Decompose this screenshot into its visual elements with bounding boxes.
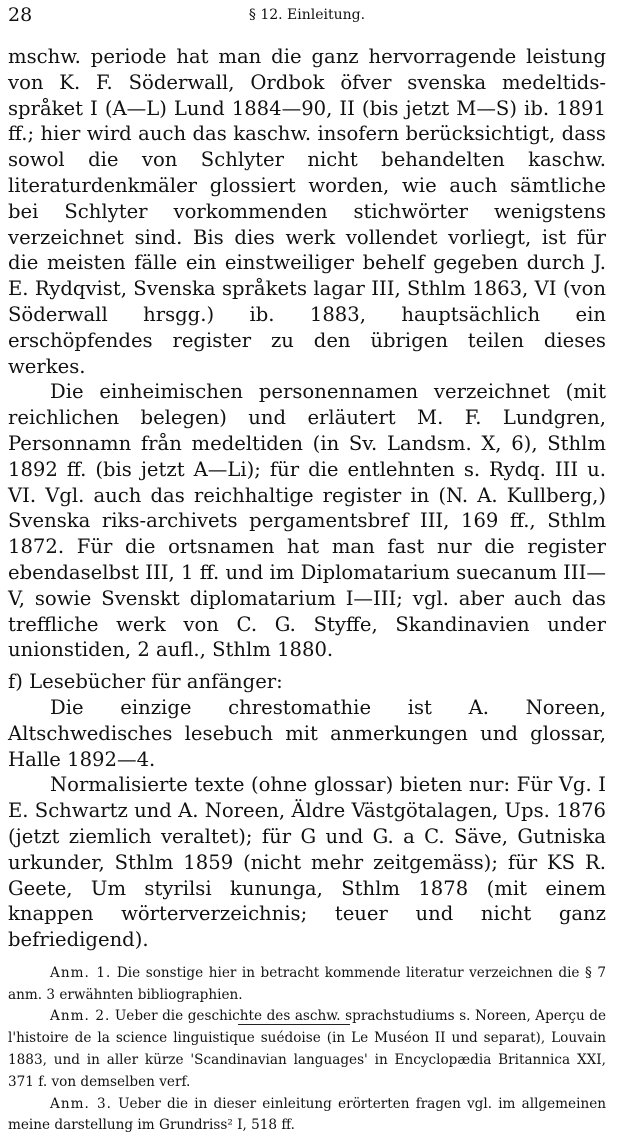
note-2 bbox=[8, 1006, 606, 1093]
footnotes bbox=[8, 963, 606, 1137]
page-header bbox=[8, 4, 606, 30]
main-text bbox=[8, 44, 606, 953]
paragraph-dictionaries: mschw. periode hat man die ganz hervorragende leistung von K. F. Söderwall, Ordbok öfver svenska medeltids-språket I (A—L) Lund 1884—90, II (bis jetzt M—S) ib. 1891 ff.; hier wird auch das kaschw. insofern berücksichtigt, dass sowol die von Schlyter nicht behandelten kaschw. literaturdenkmäler glossiert worden, wie auch sämtliche bei Schlyter vorkommenden stichwörter wenigstens verzeichnet sind. Bis dies werk vollendet vorliegt, ist für die meisten fälle ein einstweiliger behelf gegeben durch J. E. Rydqvist, Svenska språkets lagar III, Sthlm 1863, VI (von Söderwall hrsgg.) ib. 1883, hauptsächlich ein erschöpfendes register zu den übrigen teilen dieses werkes. bbox=[8, 45, 606, 378]
note-text: Ueber die geschichte des aschw. sprachstudiums s. Noreen, Aperçu de l'histoire de la science linguistique suédoise (in Le Muséon II und separat), Louvain 1883, und in aller kürze 'Scandinavian languages' in Encyclopædia Britannica XXI, 371 f. von demselben verf. bbox=[8, 1008, 606, 1090]
paragraph-names: Die einheimischen personennamen verzeichnet (mit reichlichen belegen) und erläutert M. F. Lundgren, Personnamn från medeltiden (in Sv. Landsm. X, 6), Sthlm 1892 ff. (bis jetzt A—Li); für die entlehnten s. Rydq. III u. VI. Vgl. auch das reichhaltige register in (N. A. Kullberg,) Svenska riks-archivets pergamentsbref III, 169 ff., Sthlm 1872. Für die ortsnamen hat man fast nur die register ebendaselbst III, 1 ff. und im Diplomatarium suecanum III—V, sowie Svenskt diplomatarium I—III; vgl. aber auch das treffliche werk von C. G. Styffe, Skandinavien under unionstiden, 2 aufl., Sthlm 1880. bbox=[8, 380, 606, 662]
note-3 bbox=[8, 1094, 606, 1137]
paragraph-normalized-texts: Normalisierte texte (ohne glossar) bieten nur: Für Vg. I E. Schwartz und A. Noreen, Äldre Västgötalagen, Ups. 1876 (jetzt ziemlich veraltet); für G und G. a C. Säve, Gutniska urkunder, Sthlm 1859 (nicht mehr zeitgemäss); für KS R. Geete, Um styrilsi kununga, Sthlm 1878 (mit einem knappen wörterverzeichnis; teuer und nicht ganz befriedigend). bbox=[8, 773, 606, 952]
note-1 bbox=[8, 963, 606, 1007]
note-label: Anm. 2. bbox=[50, 1008, 111, 1025]
page-number: 28 bbox=[8, 4, 33, 26]
note-text: Die sonstige hier in betracht kommende literatur verzeichnen die § 7 anm. 3 erwähnten bibliographien. bbox=[8, 964, 607, 1003]
footer-rule bbox=[238, 1024, 350, 1025]
section-heading-readers: f) Lesebücher für anfänger: bbox=[8, 670, 283, 694]
note-text: Ueber die in dieser einleitung erörterten fragen vgl. im allgemeinen meine darstellung im Grundriss² I, 518 ff. bbox=[8, 1095, 606, 1134]
note-label: Anm. 1. bbox=[50, 964, 112, 981]
book-page bbox=[8, 4, 606, 1137]
running-title: § 12. Einleitung. bbox=[248, 7, 366, 23]
paragraph-chrestomathy: Die einzige chrestomathie ist A. Noreen, Altschwedisches lesebuch mit anmerkungen und glossar, Halle 1892—4. bbox=[8, 695, 606, 771]
note-label: Anm. 3. bbox=[50, 1095, 112, 1112]
